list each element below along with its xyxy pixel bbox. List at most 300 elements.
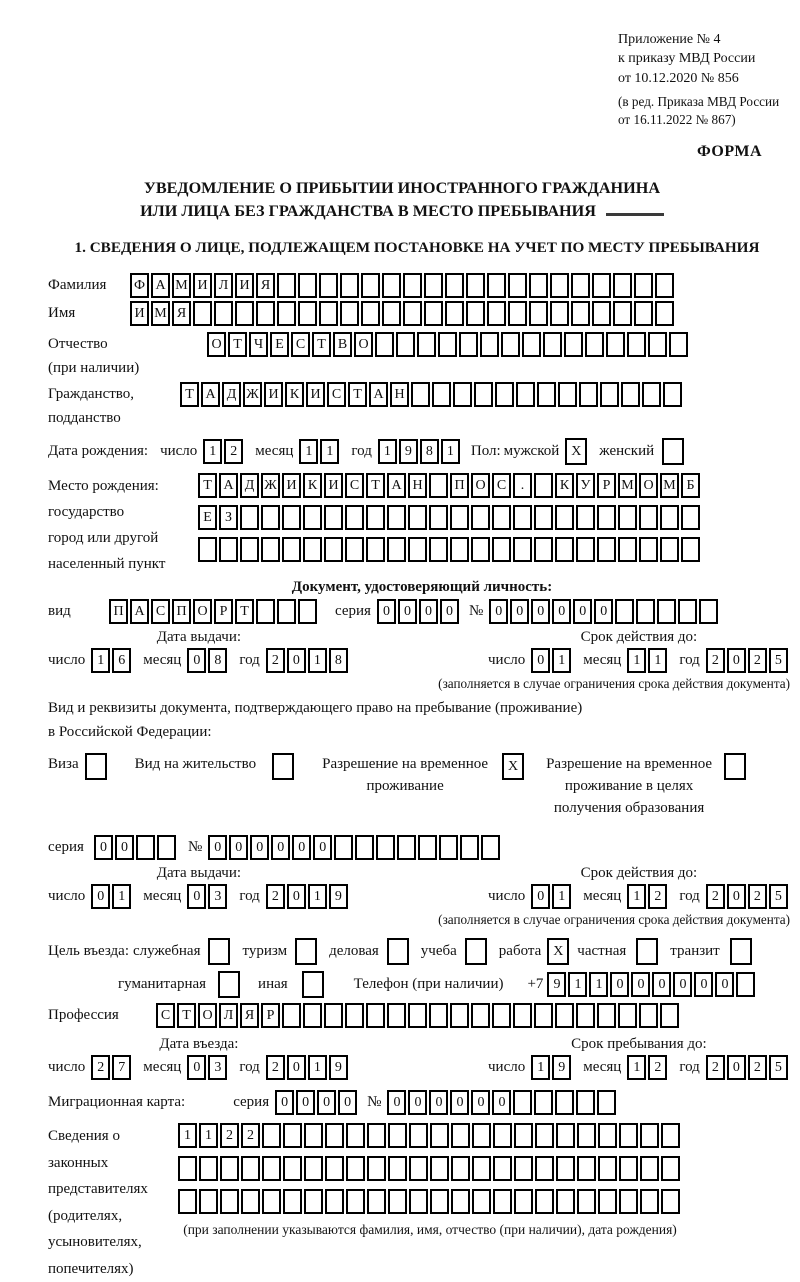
cell[interactable] <box>571 273 590 298</box>
cell[interactable]: С <box>492 473 511 498</box>
cell[interactable]: 2 <box>241 1123 260 1148</box>
doc-kind-field[interactable] <box>109 599 319 624</box>
cell[interactable] <box>558 382 577 407</box>
cell[interactable] <box>382 273 401 298</box>
cell[interactable] <box>199 1189 218 1214</box>
cell[interactable] <box>409 1156 428 1181</box>
cell[interactable] <box>655 273 674 298</box>
cell[interactable] <box>432 382 451 407</box>
cell[interactable] <box>262 1189 281 1214</box>
cell[interactable] <box>304 1123 323 1148</box>
cell[interactable]: 1 <box>199 1123 218 1148</box>
cell[interactable] <box>429 473 448 498</box>
cell[interactable]: Р <box>214 599 233 624</box>
cell[interactable] <box>387 938 409 965</box>
cell[interactable] <box>472 1156 491 1181</box>
cell[interactable]: Ж <box>261 473 280 498</box>
cell[interactable] <box>430 1123 449 1148</box>
cell[interactable]: О <box>193 599 212 624</box>
cell[interactable] <box>355 835 374 860</box>
cell[interactable] <box>597 1003 616 1028</box>
cell[interactable] <box>157 835 176 860</box>
cell[interactable] <box>724 753 746 780</box>
cell[interactable]: 0 <box>287 884 306 909</box>
cell[interactable]: 0 <box>727 884 746 909</box>
cell[interactable] <box>522 332 541 357</box>
cell[interactable] <box>451 1123 470 1148</box>
cell[interactable]: Р <box>261 1003 280 1028</box>
sex-female-checkbox[interactable] <box>662 438 686 465</box>
cell[interactable] <box>408 505 427 530</box>
cell[interactable] <box>325 1189 344 1214</box>
cell[interactable]: X <box>565 438 587 465</box>
sex-male-checkbox[interactable] <box>565 438 589 465</box>
cell[interactable]: 0 <box>489 599 508 624</box>
trp-checkbox[interactable] <box>502 753 526 780</box>
cell[interactable]: 6 <box>112 648 131 673</box>
cell[interactable] <box>627 332 646 357</box>
cell[interactable] <box>613 301 632 326</box>
cell[interactable] <box>535 1156 554 1181</box>
cell[interactable]: 0 <box>429 1090 448 1115</box>
guardians-row2-field[interactable] <box>178 1156 682 1181</box>
resdoc-series-field[interactable] <box>94 835 178 860</box>
resdoc-number-field[interactable] <box>208 835 502 860</box>
cell[interactable] <box>660 537 679 562</box>
firstname-field[interactable] <box>130 301 676 326</box>
cell[interactable]: 0 <box>387 1090 406 1115</box>
doc-valid-day-field[interactable] <box>531 648 573 673</box>
cell[interactable] <box>282 505 301 530</box>
cell[interactable]: 0 <box>573 599 592 624</box>
cell[interactable] <box>256 599 275 624</box>
cell[interactable] <box>136 835 155 860</box>
cell[interactable] <box>366 505 385 530</box>
cell[interactable] <box>220 1156 239 1181</box>
cell[interactable] <box>241 1156 260 1181</box>
cell[interactable] <box>592 301 611 326</box>
cell[interactable] <box>508 301 527 326</box>
cell[interactable] <box>576 537 595 562</box>
cell[interactable]: 9 <box>399 439 418 464</box>
cell[interactable]: 0 <box>208 835 227 860</box>
cell[interactable]: 0 <box>531 884 550 909</box>
cell[interactable]: 1 <box>627 648 646 673</box>
cell[interactable] <box>495 382 514 407</box>
doc-issue-day-field[interactable] <box>91 648 133 673</box>
cell[interactable]: 0 <box>631 972 650 997</box>
surname-field[interactable] <box>130 273 676 298</box>
cell[interactable] <box>619 1123 638 1148</box>
cell[interactable]: И <box>264 382 283 407</box>
cell[interactable] <box>409 1123 428 1148</box>
cell[interactable] <box>429 537 448 562</box>
cell[interactable]: М <box>172 273 191 298</box>
cell[interactable] <box>640 1123 659 1148</box>
cell[interactable] <box>619 1156 638 1181</box>
cell[interactable] <box>453 382 472 407</box>
cell[interactable]: 1 <box>627 884 646 909</box>
cell[interactable] <box>576 1090 595 1115</box>
cell[interactable] <box>387 1003 406 1028</box>
cell[interactable] <box>492 537 511 562</box>
cell[interactable] <box>387 505 406 530</box>
cell[interactable] <box>345 537 364 562</box>
cell[interactable]: А <box>151 273 170 298</box>
cell[interactable]: 1 <box>531 1055 550 1080</box>
cell[interactable] <box>699 599 718 624</box>
cell[interactable] <box>564 332 583 357</box>
cell[interactable]: Д <box>222 382 241 407</box>
cell[interactable] <box>298 599 317 624</box>
birthdate-year-field[interactable] <box>378 439 462 464</box>
cell[interactable] <box>295 938 317 965</box>
cell[interactable] <box>669 332 688 357</box>
cell[interactable] <box>361 273 380 298</box>
migration-card-series-field[interactable] <box>275 1090 359 1115</box>
cell[interactable]: 1 <box>552 884 571 909</box>
cell[interactable]: . <box>513 473 532 498</box>
stay-month-field[interactable] <box>627 1055 669 1080</box>
cell[interactable]: 0 <box>510 599 529 624</box>
doc-number-field[interactable] <box>489 599 720 624</box>
cell[interactable] <box>397 835 416 860</box>
cell[interactable] <box>513 1003 532 1028</box>
cell[interactable] <box>598 1123 617 1148</box>
birthdate-month-field[interactable] <box>299 439 341 464</box>
cell[interactable]: 2 <box>748 884 767 909</box>
cell[interactable] <box>382 301 401 326</box>
cell[interactable] <box>657 599 676 624</box>
entry-day-field[interactable] <box>91 1055 133 1080</box>
birthplace-row1-field[interactable] <box>198 473 702 498</box>
birthplace-row3-field[interactable] <box>198 537 702 562</box>
cell[interactable] <box>438 332 457 357</box>
profession-field[interactable] <box>156 1003 681 1028</box>
stay-year-field[interactable] <box>706 1055 790 1080</box>
cell[interactable]: 2 <box>266 648 285 673</box>
purpose-private-checkbox[interactable] <box>636 938 660 965</box>
cell[interactable] <box>535 1123 554 1148</box>
cell[interactable]: Ч <box>249 332 268 357</box>
cell[interactable]: А <box>130 599 149 624</box>
cell[interactable] <box>662 438 684 465</box>
cell[interactable]: С <box>291 332 310 357</box>
cell[interactable] <box>592 273 611 298</box>
cell[interactable] <box>480 332 499 357</box>
cell[interactable]: 2 <box>706 648 725 673</box>
cell[interactable] <box>283 1123 302 1148</box>
cell[interactable]: 0 <box>531 648 550 673</box>
cell[interactable] <box>334 835 353 860</box>
cell[interactable] <box>472 1123 491 1148</box>
cell[interactable]: Л <box>219 1003 238 1028</box>
cell[interactable]: 0 <box>594 599 613 624</box>
cell[interactable] <box>346 1156 365 1181</box>
cell[interactable] <box>450 505 469 530</box>
birthdate-day-field[interactable] <box>203 439 245 464</box>
cell[interactable] <box>529 301 548 326</box>
cell[interactable] <box>681 537 700 562</box>
cell[interactable] <box>277 273 296 298</box>
cell[interactable] <box>408 1003 427 1028</box>
cell[interactable]: 0 <box>91 884 110 909</box>
cell[interactable] <box>403 273 422 298</box>
cell[interactable] <box>537 382 556 407</box>
cell[interactable]: 0 <box>727 1055 746 1080</box>
cell[interactable] <box>639 505 658 530</box>
cell[interactable] <box>430 1156 449 1181</box>
cell[interactable] <box>597 1090 616 1115</box>
cell[interactable]: 2 <box>648 884 667 909</box>
resdoc-valid-year-field[interactable] <box>706 884 790 909</box>
cell[interactable]: 5 <box>769 648 788 673</box>
cell[interactable] <box>516 382 535 407</box>
cell[interactable] <box>319 273 338 298</box>
cell[interactable] <box>283 1189 302 1214</box>
cell[interactable] <box>325 1123 344 1148</box>
cell[interactable] <box>240 505 259 530</box>
purpose-business-checkbox[interactable] <box>387 938 411 965</box>
cell[interactable]: Б <box>681 473 700 498</box>
cell[interactable]: Ф <box>130 273 149 298</box>
cell[interactable] <box>340 273 359 298</box>
cell[interactable] <box>660 505 679 530</box>
purpose-tourism-checkbox[interactable] <box>295 938 319 965</box>
cell[interactable] <box>556 1156 575 1181</box>
cell[interactable] <box>261 537 280 562</box>
cell[interactable]: 2 <box>224 439 243 464</box>
cell[interactable] <box>576 1003 595 1028</box>
cell[interactable] <box>261 505 280 530</box>
cell[interactable]: Д <box>240 473 259 498</box>
cell[interactable] <box>598 1189 617 1214</box>
cell[interactable] <box>579 382 598 407</box>
cell[interactable] <box>618 1003 637 1028</box>
cell[interactable] <box>367 1189 386 1214</box>
cell[interactable] <box>577 1189 596 1214</box>
cell[interactable] <box>555 537 574 562</box>
cell[interactable] <box>408 537 427 562</box>
cell[interactable]: 0 <box>115 835 134 860</box>
cell[interactable] <box>660 1003 679 1028</box>
cell[interactable] <box>487 273 506 298</box>
cell[interactable]: К <box>555 473 574 498</box>
cell[interactable] <box>481 835 500 860</box>
cell[interactable]: 2 <box>91 1055 110 1080</box>
cell[interactable]: 8 <box>208 648 227 673</box>
cell[interactable]: Т <box>228 332 247 357</box>
cell[interactable]: 2 <box>706 1055 725 1080</box>
cell[interactable] <box>277 301 296 326</box>
entry-month-field[interactable] <box>187 1055 229 1080</box>
cell[interactable] <box>272 753 294 780</box>
cell[interactable]: 1 <box>203 439 222 464</box>
cell[interactable] <box>282 1003 301 1028</box>
cell[interactable]: 0 <box>610 972 629 997</box>
cell[interactable] <box>241 1189 260 1214</box>
cell[interactable]: 1 <box>320 439 339 464</box>
cell[interactable] <box>324 537 343 562</box>
cell[interactable] <box>493 1156 512 1181</box>
resdoc-valid-day-field[interactable] <box>531 884 573 909</box>
cell[interactable] <box>450 537 469 562</box>
cell[interactable] <box>501 332 520 357</box>
cell[interactable] <box>597 505 616 530</box>
cell[interactable]: 0 <box>531 599 550 624</box>
cell[interactable]: А <box>201 382 220 407</box>
cell[interactable]: И <box>235 273 254 298</box>
cell[interactable] <box>634 301 653 326</box>
stay-day-field[interactable] <box>531 1055 573 1080</box>
cell[interactable]: И <box>306 382 325 407</box>
cell[interactable] <box>555 1003 574 1028</box>
cell[interactable]: 8 <box>329 648 348 673</box>
migration-card-number-field[interactable] <box>387 1090 618 1115</box>
cell[interactable]: Т <box>180 382 199 407</box>
cell[interactable]: 0 <box>287 1055 306 1080</box>
cell[interactable] <box>450 1003 469 1028</box>
cell[interactable]: 0 <box>317 1090 336 1115</box>
cell[interactable] <box>346 1189 365 1214</box>
cell[interactable]: И <box>130 301 149 326</box>
cell[interactable] <box>256 301 275 326</box>
doc-valid-month-field[interactable] <box>627 648 669 673</box>
resdoc-issue-month-field[interactable] <box>187 884 229 909</box>
cell[interactable] <box>634 273 653 298</box>
cell[interactable] <box>529 273 548 298</box>
cell[interactable]: 5 <box>769 884 788 909</box>
cell[interactable] <box>219 537 238 562</box>
cell[interactable] <box>262 1156 281 1181</box>
cell[interactable] <box>409 1189 428 1214</box>
cell[interactable] <box>534 1090 553 1115</box>
cell[interactable]: И <box>282 473 301 498</box>
cell[interactable] <box>388 1189 407 1214</box>
cell[interactable]: X <box>502 753 524 780</box>
cell[interactable] <box>277 599 296 624</box>
cell[interactable] <box>550 301 569 326</box>
cell[interactable] <box>556 1189 575 1214</box>
cell[interactable]: Е <box>270 332 289 357</box>
doc-valid-year-field[interactable] <box>706 648 790 673</box>
cell[interactable] <box>555 505 574 530</box>
cell[interactable] <box>303 505 322 530</box>
cell[interactable] <box>597 537 616 562</box>
cell[interactable]: 0 <box>727 648 746 673</box>
residence-permit-checkbox[interactable] <box>272 753 296 780</box>
cell[interactable]: 2 <box>266 1055 285 1080</box>
cell[interactable] <box>375 332 394 357</box>
cell[interactable]: С <box>345 473 364 498</box>
cell[interactable] <box>492 1003 511 1028</box>
visa-checkbox[interactable] <box>85 753 109 780</box>
cell[interactable] <box>736 972 755 997</box>
cell[interactable]: Р <box>597 473 616 498</box>
cell[interactable] <box>577 1123 596 1148</box>
cell[interactable] <box>430 1189 449 1214</box>
cell[interactable] <box>325 1156 344 1181</box>
cell[interactable]: Я <box>240 1003 259 1028</box>
cell[interactable] <box>178 1189 197 1214</box>
cell[interactable]: Т <box>366 473 385 498</box>
cell[interactable] <box>585 332 604 357</box>
cell[interactable]: 5 <box>769 1055 788 1080</box>
cell[interactable] <box>218 971 240 998</box>
cell[interactable]: У <box>576 473 595 498</box>
cell[interactable]: 0 <box>287 648 306 673</box>
cell[interactable]: 2 <box>706 884 725 909</box>
cell[interactable]: 2 <box>648 1055 667 1080</box>
cell[interactable] <box>663 382 682 407</box>
cell[interactable] <box>445 301 464 326</box>
cell[interactable] <box>730 938 752 965</box>
cell[interactable] <box>208 938 230 965</box>
cell[interactable] <box>220 1189 239 1214</box>
cell[interactable] <box>466 301 485 326</box>
cell[interactable]: 0 <box>715 972 734 997</box>
cell[interactable]: 0 <box>408 1090 427 1115</box>
cell[interactable] <box>606 332 625 357</box>
cell[interactable]: 0 <box>398 599 417 624</box>
cell[interactable] <box>472 1189 491 1214</box>
cell[interactable] <box>598 1156 617 1181</box>
cell[interactable]: Т <box>198 473 217 498</box>
cell[interactable]: 0 <box>271 835 290 860</box>
cell[interactable] <box>514 1123 533 1148</box>
cell[interactable]: М <box>618 473 637 498</box>
cell[interactable]: 3 <box>208 884 227 909</box>
doc-series-field[interactable] <box>377 599 461 624</box>
cell[interactable]: В <box>333 332 352 357</box>
guardians-row1-field[interactable] <box>178 1123 682 1148</box>
cell[interactable]: 1 <box>308 648 327 673</box>
cell[interactable] <box>661 1189 680 1214</box>
cell[interactable]: 1 <box>378 439 397 464</box>
cell[interactable] <box>324 1003 343 1028</box>
cell[interactable] <box>445 273 464 298</box>
cell[interactable]: 0 <box>187 1055 206 1080</box>
purpose-official-checkbox[interactable] <box>208 938 232 965</box>
cell[interactable]: 1 <box>589 972 608 997</box>
cell[interactable] <box>681 505 700 530</box>
cell[interactable] <box>283 1156 302 1181</box>
cell[interactable]: 0 <box>187 884 206 909</box>
cell[interactable] <box>403 301 422 326</box>
cell[interactable] <box>661 1123 680 1148</box>
cell[interactable] <box>640 1156 659 1181</box>
cell[interactable]: 1 <box>627 1055 646 1080</box>
cell[interactable]: Я <box>172 301 191 326</box>
patronymic-field[interactable] <box>207 332 690 357</box>
cell[interactable] <box>324 505 343 530</box>
cell[interactable] <box>639 1003 658 1028</box>
cell[interactable] <box>636 599 655 624</box>
cell[interactable] <box>636 938 658 965</box>
cell[interactable]: 3 <box>208 1055 227 1080</box>
cell[interactable]: 1 <box>568 972 587 997</box>
cell[interactable] <box>424 273 443 298</box>
cell[interactable] <box>303 537 322 562</box>
cell[interactable]: Л <box>214 273 233 298</box>
cell[interactable] <box>235 301 254 326</box>
cell[interactable] <box>639 537 658 562</box>
cell[interactable] <box>555 1090 574 1115</box>
purpose-humanitarian-checkbox[interactable] <box>218 971 242 998</box>
cell[interactable]: Т <box>348 382 367 407</box>
cell[interactable] <box>640 1189 659 1214</box>
cell[interactable]: 8 <box>420 439 439 464</box>
